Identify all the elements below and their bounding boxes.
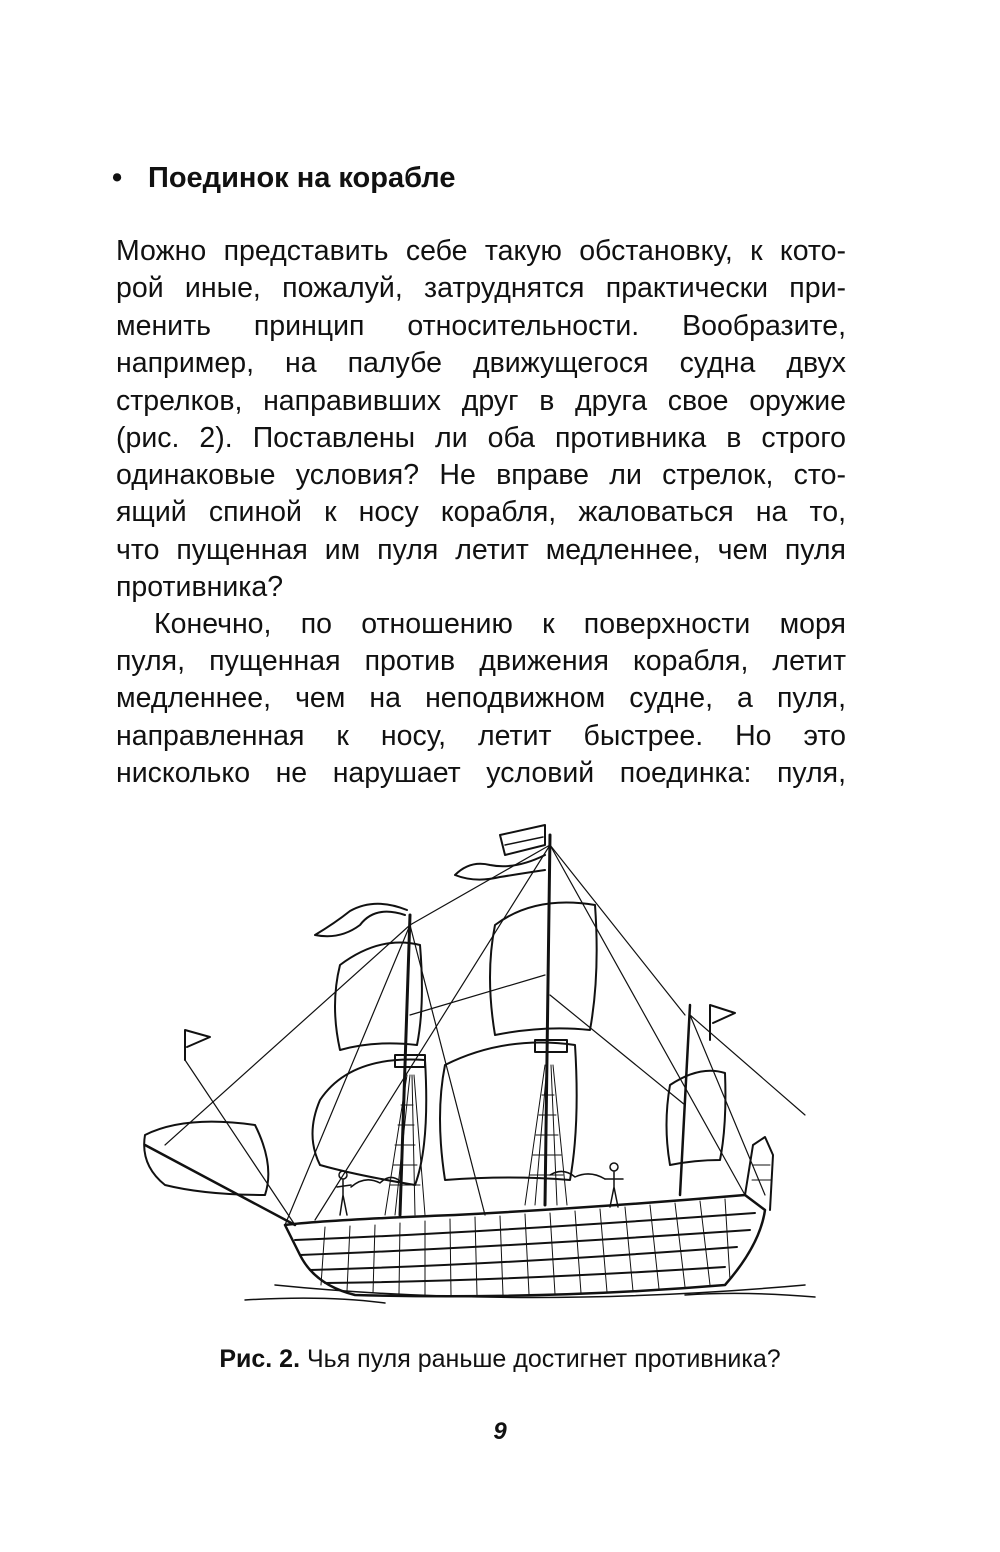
text-line: нисколько не нарушает условий поединка: пуля,	[116, 757, 846, 789]
text-line: ящий спиной к носу корабля, жаловаться на то,	[116, 496, 846, 528]
text-line: что пущенная им пуля летит медленнее, чем пуля	[116, 534, 846, 566]
text-line: Можно представить себе такую обстановку, к кото-	[116, 235, 846, 267]
caption-text: Чья пуля раньше достигнет противника?	[307, 1345, 781, 1373]
text-line: (рис. 2). Поставлены ли оба противника в строго	[116, 422, 846, 454]
text-line: пуля, пущенная против движения корабля, летит	[116, 645, 846, 677]
sailing-ship-illustration-icon	[125, 815, 875, 1330]
bullet-icon: •	[112, 162, 123, 194]
section-title: Поединок на корабле	[148, 162, 456, 194]
section-heading	[112, 158, 455, 198]
text-line: медленнее, чем на неподвижном судне, а пуля,	[116, 682, 846, 714]
text-line: рой иные, пожалуй, затруднятся практически при-	[116, 272, 846, 304]
figure-caption	[0, 1343, 1000, 1375]
text-line: например, на палубе движущегося судна двух	[116, 347, 846, 379]
page-number: 9	[493, 1418, 507, 1445]
text-line: противника?	[116, 571, 284, 603]
text-line: направленная к носу, летит быстрее. Но это	[116, 720, 846, 752]
text-line: Конечно, по отношению к поверхности моря	[154, 608, 846, 640]
text-line: одинаковые условия? Не вправе ли стрелок, сто-	[116, 459, 846, 491]
caption-label: Рис. 2.	[219, 1345, 301, 1373]
text-line: стрелков, направивших друг в друга свое оружие	[116, 385, 846, 417]
text-line: менить принцип относительности. Вообразите,	[116, 310, 846, 342]
